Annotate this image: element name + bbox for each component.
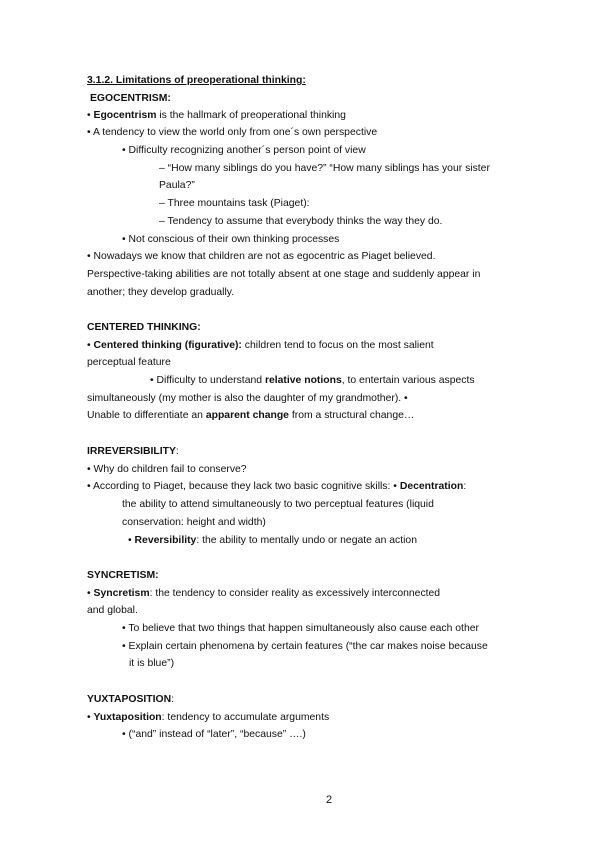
centered-line-3: • Difficulty to understand relative notions, to entertain various aspects [150,375,475,386]
centered-line-1: • Centered thinking (figurative): children tend to focus on the most salient [87,340,434,351]
syncretism-line-2: and global. [87,605,138,616]
yuxtaposition-line-1: • Yuxtaposition: tendency to accumulate arguments [87,712,330,723]
irreversibility-heading: IRREVERSIBILITY: [87,446,179,457]
irreversibility-line-2: • According to Piaget, because they lack two basic cognitive skills: • Decentration: [87,481,467,492]
irreversibility-line-4: conservation: height and width) [122,517,266,528]
egocentrism-line-1: • Egocentrism is the hallmark of preoperational thinking [87,110,346,121]
centered-heading: CENTERED THINKING: [87,322,201,333]
egocentrism-line-5: Paula?” [159,180,195,191]
egocentrism-line-2: • A tendency to view the world only from one´s own perspective [87,127,378,138]
irreversibility-line-1: • Why do children fail to conserve? [87,464,247,475]
irreversibility-line-3: the ability to attend simultaneously to two perceptual features (liquid [122,499,434,510]
syncretism-line-1: • Syncretism: the tendency to consider reality as excessively interconnected [87,588,441,599]
egocentrism-line-8: • Not conscious of their own thinking processes [122,234,340,245]
centered-line-5: Unable to differentiate an apparent change from a structural change… [87,410,415,421]
syncretism-line-3: • To believe that two things that happen simultaneously also cause each other [122,623,479,634]
egocentrism-heading: EGOCENTRISM: [90,93,171,104]
egocentrism-line-11: another; they develop gradually. [87,287,235,298]
centered-line-2: perceptual feature [87,357,171,368]
syncretism-heading: SYNCRETISM: [87,570,159,581]
egocentrism-line-6: – Three mountains task (Piaget): [159,198,310,209]
yuxtaposition-heading: YUXTAPOSITION: [87,694,174,705]
yuxtaposition-line-2: • (“and” instead of “later”, “because” ….) [122,729,306,740]
irreversibility-line-5: • Reversibility: the ability to mentally undo or negate an action [128,535,417,546]
syncretism-line-5: it is blue”) [129,658,175,669]
centered-line-4: simultaneously (my mother is also the daughter of my grandmother). • [87,393,408,404]
egocentrism-line-10: Perspective-taking abilities are not totally absent at one stage and suddenly appear in [87,269,481,280]
egocentrism-line-4: – “How many siblings do you have?” “How many siblings has your sister [159,163,490,174]
page-number: 2 [326,794,333,806]
egocentrism-line-9: • Nowadays we know that children are not as egocentric as Piaget believed. [87,251,436,262]
syncretism-line-4: • Explain certain phenomena by certain features (“the car makes noise because [122,641,488,652]
egocentrism-line-7: – Tendency to assume that everybody thinks the way they do. [159,216,443,227]
egocentrism-line-3: • Difficulty recognizing another´s person point of view [122,145,366,156]
section-title: 3.1.2. Limitations of preoperational thinking: [87,75,306,86]
